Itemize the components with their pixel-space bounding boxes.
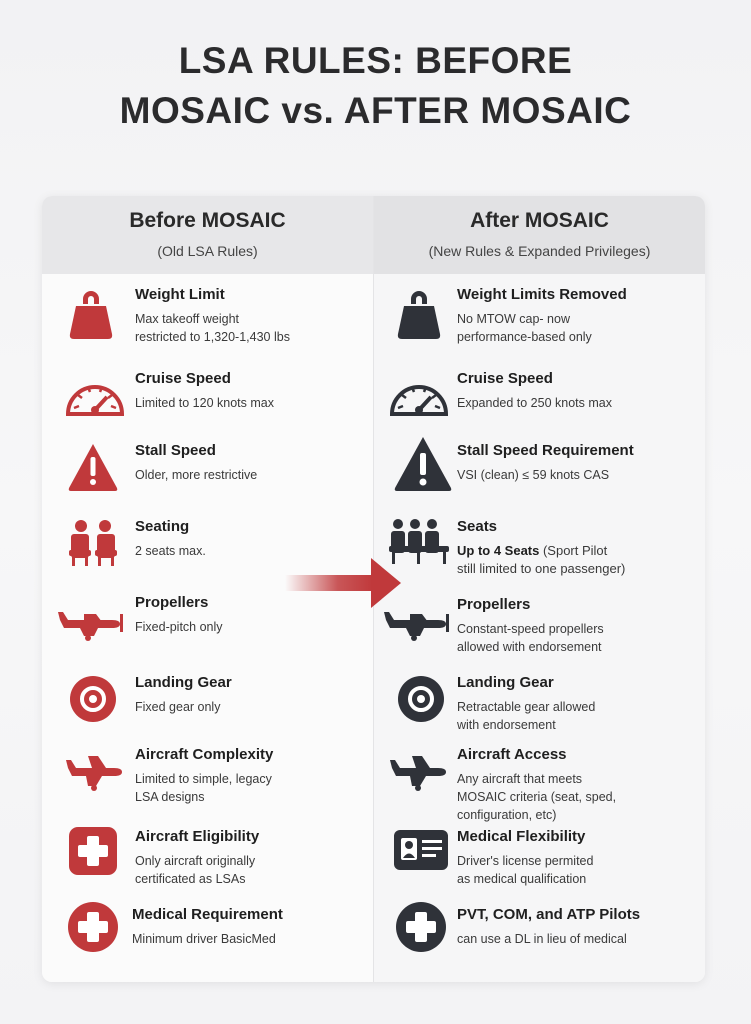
- after-row-title: Medical Flexibility: [457, 828, 586, 845]
- before-row-desc: Fixed gear only: [135, 700, 221, 714]
- after-row-title: Weight Limits Removed: [457, 286, 627, 303]
- after-row-title: Propellers: [457, 596, 531, 613]
- transition-arrow-icon: [285, 556, 403, 610]
- before-row-title: Medical Requirement: [132, 906, 283, 923]
- after-header: [374, 196, 705, 274]
- after-row-desc: Driver's license permited as medical qualification: [457, 854, 594, 886]
- wheel-icon: [66, 672, 120, 726]
- wheel-icon: [394, 672, 448, 726]
- id-card-icon: [392, 824, 450, 878]
- medical-cross-circle-icon: [66, 900, 120, 954]
- after-row-desc: Expanded to 250 knots max: [457, 396, 612, 410]
- before-row-desc: Max takeoff weight restricted to 1,320-1,430 lbs: [135, 312, 290, 344]
- after-row-desc: (Sport Pilot still limited to one passenger): [457, 543, 626, 576]
- medical-cross-icon: [66, 824, 120, 878]
- airplane-icon: [64, 744, 126, 798]
- before-heading: Before MOSAIC: [129, 209, 286, 232]
- after-row-title: Aircraft Access: [457, 746, 567, 763]
- before-row-title: Aircraft Complexity: [135, 746, 274, 763]
- before-row-desc: Limited to simple, legacy LSA designs: [135, 772, 272, 804]
- before-row-title: Propellers: [135, 594, 209, 611]
- after-row-desc: Retractable gear allowed with endorsement: [457, 700, 596, 732]
- after-row-title: PVT, COM, and ATP Pilots: [457, 906, 641, 923]
- after-row-desc: Constant-speed propellers allowed with endorsement: [457, 622, 604, 654]
- before-header: [42, 196, 373, 274]
- after-row-title: Stall Speed Requirement: [457, 442, 634, 459]
- after-row-title: Seats: [457, 518, 498, 535]
- before-row-desc: Fixed-pitch only: [135, 620, 223, 634]
- title-line-2: MOSAIC vs. AFTER MOSAIC: [119, 90, 632, 131]
- seats-icon: [66, 516, 120, 570]
- title-line-1: LSA RULES: BEFORE: [178, 40, 573, 81]
- airplane-icon: [56, 594, 124, 648]
- airplane-icon: [388, 744, 450, 798]
- after-row-desc: No MTOW cap- now performance-based only: [457, 312, 592, 344]
- after-row-title: Landing Gear: [457, 674, 554, 691]
- after-row-desc: can use a DL in lieu of medical: [457, 932, 627, 946]
- before-row-title: Stall Speed: [135, 442, 216, 459]
- before-row-title: Aircraft Eligibility: [135, 828, 260, 845]
- before-row-title: Weight Limit: [135, 286, 225, 303]
- medical-cross-circle-icon: [394, 900, 448, 954]
- warning-icon: [66, 440, 120, 494]
- before-row-desc: Minimum driver BasicMed: [132, 932, 276, 946]
- speedometer-icon: [64, 370, 126, 424]
- before-row-desc: Limited to 120 knots max: [135, 396, 274, 410]
- before-row-desc: 2 seats max.: [135, 544, 206, 558]
- after-row-desc: VSI (clean) ≤ 59 knots CAS: [457, 468, 610, 482]
- weight-icon: [392, 286, 446, 340]
- after-row-title: Cruise Speed: [457, 370, 553, 387]
- page-title: [0, 36, 751, 136]
- warning-icon: [392, 434, 454, 494]
- after-seats-bold: Up to 4 Seats: [457, 543, 540, 558]
- before-row-title: Cruise Speed: [135, 370, 231, 387]
- after-row-desc: Any aircraft that meets MOSAIC criteria (seat, sped, configuration, etc): [457, 772, 617, 822]
- after-heading: After MOSAIC: [470, 209, 609, 232]
- speedometer-icon: [388, 370, 450, 424]
- weight-icon: [64, 286, 118, 340]
- before-row-desc: Older, more restrictive: [135, 468, 258, 482]
- before-row-desc: Only aircraft originally certificated as LSAs: [135, 854, 256, 886]
- before-row-title: Landing Gear: [135, 674, 232, 691]
- after-column: [373, 196, 705, 982]
- before-row-title: Seating: [135, 518, 190, 535]
- before-subheading: (Old LSA Rules): [157, 243, 258, 259]
- after-subheading: (New Rules & Expanded Privileges): [428, 243, 651, 259]
